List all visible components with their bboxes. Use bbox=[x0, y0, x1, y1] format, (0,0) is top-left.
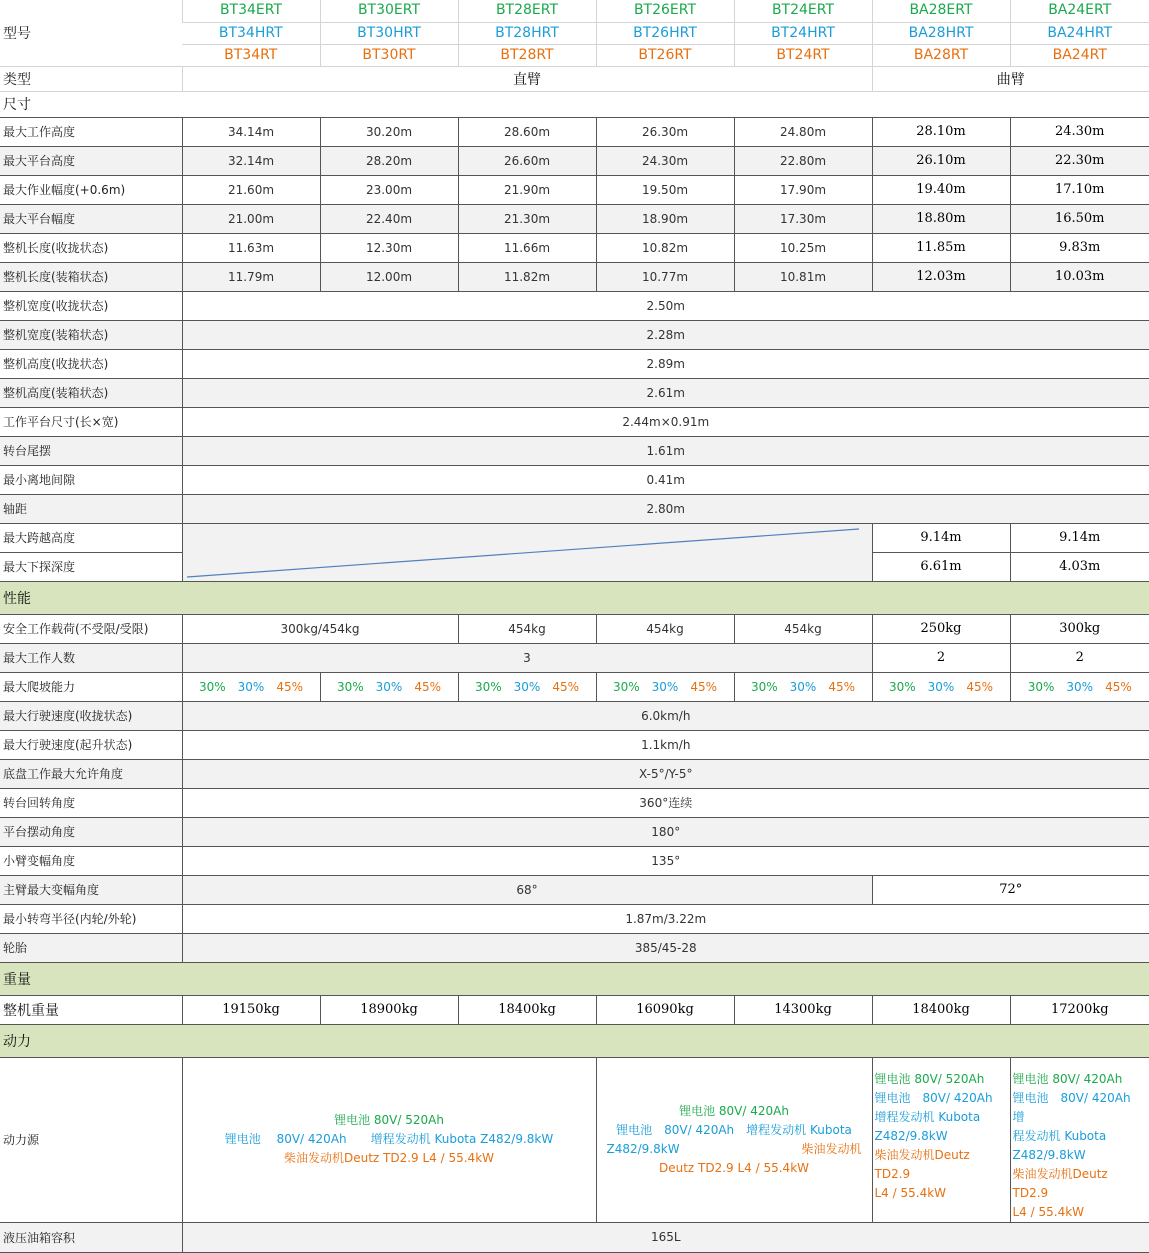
value-cell: 28.10m bbox=[872, 117, 1010, 146]
value-cell: 10.82m bbox=[596, 233, 734, 262]
performance-row bbox=[0, 817, 1149, 846]
model-rt: BT26RT bbox=[596, 44, 734, 66]
power-group-cell bbox=[872, 1057, 1010, 1222]
grade-value: 45% bbox=[552, 679, 579, 694]
row-label: 整机重量 bbox=[0, 995, 182, 1024]
value-cell: 9.14m bbox=[872, 523, 1010, 552]
value-cell: 32.14m bbox=[182, 146, 320, 175]
power-line: Z482/9.8kW bbox=[1012, 1147, 1086, 1162]
power-line: L4 / 55.4kW bbox=[874, 1185, 947, 1200]
load-row bbox=[0, 614, 1149, 643]
value-cell: 10.77m bbox=[596, 262, 734, 291]
hydraulic-row bbox=[0, 1222, 1149, 1252]
row-label: 主臂最大变幅角度 bbox=[0, 875, 182, 904]
value-cell: 68° bbox=[182, 875, 872, 904]
grade-value: 30% bbox=[336, 679, 364, 694]
power-line: Z482/9.8kW bbox=[874, 1128, 948, 1143]
value-cell: 14300kg bbox=[734, 995, 872, 1024]
power-group-cell bbox=[1010, 1057, 1149, 1222]
value-cell: 26.30m bbox=[596, 117, 734, 146]
power-text: 柴油发动机 bbox=[801, 1141, 862, 1156]
dimension-row bbox=[0, 204, 1149, 233]
model-ert: BT26ERT bbox=[596, 0, 734, 22]
value-cell: 11.79m bbox=[182, 262, 320, 291]
power-line: Deutz TD2.9 L4 / 55.4kW bbox=[658, 1160, 810, 1175]
model-hrt: BA28HRT bbox=[872, 22, 1010, 44]
model-hrt: BA24HRT bbox=[1010, 22, 1149, 44]
type-articulated: 曲臂 bbox=[872, 66, 1149, 91]
value-cell: 10.81m bbox=[734, 262, 872, 291]
model-rt: BT30RT bbox=[320, 44, 458, 66]
value-cell: 28.20m bbox=[320, 146, 458, 175]
model-rt: BT24RT bbox=[734, 44, 872, 66]
value-cell: 21.90m bbox=[458, 175, 596, 204]
row-label: 整机长度(装箱状态) bbox=[0, 262, 182, 291]
value-cell: 2 bbox=[872, 643, 1010, 672]
value-cell: 2.89m bbox=[182, 349, 1149, 378]
value-cell: 19150kg bbox=[182, 995, 320, 1024]
row-label: 小臂变幅角度 bbox=[0, 846, 182, 875]
tire-row bbox=[0, 933, 1149, 962]
value-cell: 18400kg bbox=[872, 995, 1010, 1024]
span-height-row bbox=[0, 523, 1149, 552]
model-row-ert bbox=[0, 0, 1149, 22]
common-dimension-row bbox=[0, 494, 1149, 523]
value-cell: 34.14m bbox=[182, 117, 320, 146]
value-cell: 19.40m bbox=[872, 175, 1010, 204]
row-label: 整机宽度(装箱状态) bbox=[0, 320, 182, 349]
value-cell: 17.30m bbox=[734, 204, 872, 233]
gradeability-row bbox=[0, 672, 1149, 701]
power-group-cell bbox=[182, 1057, 596, 1222]
row-label: 最大下探深度 bbox=[0, 552, 182, 581]
row-label: 轮胎 bbox=[0, 933, 182, 962]
weight-row bbox=[0, 995, 1149, 1024]
value-cell: 165L bbox=[182, 1222, 1149, 1252]
value-cell: 2.80m bbox=[182, 494, 1149, 523]
power-line: 锂电池 80V/ 520Ah bbox=[334, 1113, 444, 1127]
value-cell: 26.60m bbox=[458, 146, 596, 175]
value-cell: 21.30m bbox=[458, 204, 596, 233]
value-cell: 1.61m bbox=[182, 436, 1149, 465]
value-cell: 6.0km/h bbox=[182, 701, 1149, 730]
value-cell: 11.63m bbox=[182, 233, 320, 262]
power-line: 锂电池 80V/ 420Ah 增 bbox=[1012, 1090, 1143, 1124]
model-hrt: BT34HRT bbox=[182, 22, 320, 44]
performance-row bbox=[0, 846, 1149, 875]
grade-cell bbox=[734, 672, 872, 701]
row-label: 底盘工作最大允许角度 bbox=[0, 759, 182, 788]
value-cell: 2.50m bbox=[182, 291, 1149, 320]
value-cell: 23.00m bbox=[320, 175, 458, 204]
dimension-row bbox=[0, 146, 1149, 175]
power-line: 程发动机 Kubota bbox=[1012, 1128, 1107, 1143]
row-label: 液压油箱容积 bbox=[0, 1222, 182, 1252]
power-line: 锂电池 80V/ 420Ah bbox=[679, 1103, 789, 1118]
grade-value: 30% bbox=[888, 679, 916, 694]
grade-value: 30% bbox=[750, 679, 778, 694]
value-cell: 360°连续 bbox=[182, 788, 1149, 817]
value-cell: 180° bbox=[182, 817, 1149, 846]
grade-cell bbox=[596, 672, 734, 701]
not-applicable-cell bbox=[182, 523, 872, 581]
model-label: 型号 bbox=[0, 0, 182, 66]
row-label: 动力源 bbox=[0, 1057, 182, 1222]
value-cell: 22.30m bbox=[1010, 146, 1149, 175]
model-hrt: BT30HRT bbox=[320, 22, 458, 44]
power-line: 柴油发动机Deutz TD2.9 L4 / 55.4kW bbox=[283, 1151, 495, 1165]
grade-cell bbox=[458, 672, 596, 701]
value-cell: 12.00m bbox=[320, 262, 458, 291]
model-rt: BT28RT bbox=[458, 44, 596, 66]
value-cell: 30.20m bbox=[320, 117, 458, 146]
row-label: 工作平台尺寸(长×宽) bbox=[0, 407, 182, 436]
type-row bbox=[0, 66, 1149, 91]
value-cell: 26.10m bbox=[872, 146, 1010, 175]
value-cell: 17200kg bbox=[1010, 995, 1149, 1024]
performance-row bbox=[0, 759, 1149, 788]
persons-row bbox=[0, 643, 1149, 672]
grade-value: 30% bbox=[789, 679, 817, 694]
grade-cell bbox=[320, 672, 458, 701]
row-label: 最大工作高度 bbox=[0, 117, 182, 146]
dimension-row bbox=[0, 233, 1149, 262]
model-hrt: BT26HRT bbox=[596, 22, 734, 44]
value-cell: 10.03m bbox=[1010, 262, 1149, 291]
power-line: 锂电池 80V/ 420Ah 增程发动机 Kubota Z482/9.8kW bbox=[224, 1132, 554, 1146]
turn-radius-row bbox=[0, 904, 1149, 933]
grade-value: 45% bbox=[690, 679, 717, 694]
value-cell: 9.83m bbox=[1010, 233, 1149, 262]
power-line bbox=[607, 1140, 862, 1159]
power-line: L4 / 55.4kW bbox=[1012, 1204, 1085, 1219]
model-ert: BT28ERT bbox=[458, 0, 596, 22]
section-title: 尺寸 bbox=[0, 91, 1149, 117]
section-performance bbox=[0, 581, 1149, 614]
row-label: 最大爬坡能力 bbox=[0, 672, 182, 701]
grade-value: 45% bbox=[1105, 679, 1132, 694]
model-ert: BA24ERT bbox=[1010, 0, 1149, 22]
row-label: 安全工作载荷(不受限/受限) bbox=[0, 614, 182, 643]
model-hrt: BT28HRT bbox=[458, 22, 596, 44]
grade-cell bbox=[1010, 672, 1149, 701]
value-cell: 1.1km/h bbox=[182, 730, 1149, 759]
performance-row bbox=[0, 788, 1149, 817]
model-hrt: BT24HRT bbox=[734, 22, 872, 44]
power-line: 柴油发动机Deutz TD2.9 bbox=[1012, 1166, 1108, 1200]
power-line: 锂电池 80V/ 420Ah bbox=[874, 1090, 993, 1105]
grade-value: 30% bbox=[375, 679, 403, 694]
value-cell: 250kg bbox=[872, 614, 1010, 643]
value-cell: 11.82m bbox=[458, 262, 596, 291]
model-rt: BA28RT bbox=[872, 44, 1010, 66]
section-dimensions bbox=[0, 91, 1149, 117]
power-line: 锂电池 80V/ 520Ah bbox=[874, 1071, 985, 1086]
grade-value: 30% bbox=[1027, 679, 1055, 694]
value-cell: 4.03m bbox=[1010, 552, 1149, 581]
model-ert: BT30ERT bbox=[320, 0, 458, 22]
grade-value: 30% bbox=[198, 679, 226, 694]
row-label: 转台回转角度 bbox=[0, 788, 182, 817]
grade-cell bbox=[182, 672, 320, 701]
row-label: 整机长度(收拢状态) bbox=[0, 233, 182, 262]
dimension-row bbox=[0, 117, 1149, 146]
power-line: 锂电池 80V/ 420Ah bbox=[1012, 1071, 1123, 1086]
value-cell: 2.28m bbox=[182, 320, 1149, 349]
grade-value: 45% bbox=[276, 679, 303, 694]
common-dimension-row bbox=[0, 407, 1149, 436]
value-cell: X-5°/Y-5° bbox=[182, 759, 1149, 788]
row-label: 最小离地间隙 bbox=[0, 465, 182, 494]
value-cell: 454kg bbox=[458, 614, 596, 643]
value-cell: 135° bbox=[182, 846, 1149, 875]
grade-value: 30% bbox=[612, 679, 640, 694]
value-cell: 300kg bbox=[1010, 614, 1149, 643]
model-ert: BT34ERT bbox=[182, 0, 320, 22]
grade-value: 30% bbox=[513, 679, 541, 694]
value-cell: 2.44m×0.91m bbox=[182, 407, 1149, 436]
value-cell: 10.25m bbox=[734, 233, 872, 262]
common-dimension-row bbox=[0, 436, 1149, 465]
value-cell: 2 bbox=[1010, 643, 1149, 672]
dimension-row bbox=[0, 175, 1149, 204]
row-label: 整机宽度(收拢状态) bbox=[0, 291, 182, 320]
common-dimension-row bbox=[0, 320, 1149, 349]
value-cell: 454kg bbox=[734, 614, 872, 643]
value-cell: 12.30m bbox=[320, 233, 458, 262]
section-weight bbox=[0, 962, 1149, 995]
grade-value: 45% bbox=[414, 679, 441, 694]
row-label: 最大行驶速度(收拢状态) bbox=[0, 701, 182, 730]
value-cell: 2.61m bbox=[182, 378, 1149, 407]
section-title: 性能 bbox=[0, 581, 1149, 614]
boom-angle-row bbox=[0, 875, 1149, 904]
value-cell: 21.00m bbox=[182, 204, 320, 233]
row-label: 最大工作人数 bbox=[0, 643, 182, 672]
value-cell: 19.50m bbox=[596, 175, 734, 204]
value-cell: 12.03m bbox=[872, 262, 1010, 291]
common-dimension-row bbox=[0, 465, 1149, 494]
value-cell: 18.80m bbox=[872, 204, 1010, 233]
type-label: 类型 bbox=[0, 66, 182, 91]
model-rt: BT34RT bbox=[182, 44, 320, 66]
dimension-row bbox=[0, 262, 1149, 291]
grade-value: 30% bbox=[651, 679, 679, 694]
section-title: 重量 bbox=[0, 962, 1149, 995]
performance-row bbox=[0, 730, 1149, 759]
value-cell: 385/45-28 bbox=[182, 933, 1149, 962]
common-dimension-row bbox=[0, 349, 1149, 378]
value-cell: 24.30m bbox=[1010, 117, 1149, 146]
value-cell: 16.50m bbox=[1010, 204, 1149, 233]
value-cell: 22.40m bbox=[320, 204, 458, 233]
value-cell: 9.14m bbox=[1010, 523, 1149, 552]
grade-value: 30% bbox=[927, 679, 955, 694]
value-cell: 18400kg bbox=[458, 995, 596, 1024]
row-label: 整机高度(装箱状态) bbox=[0, 378, 182, 407]
grade-cell bbox=[872, 672, 1010, 701]
row-label: 最大平台幅度 bbox=[0, 204, 182, 233]
row-label: 整机高度(收拢状态) bbox=[0, 349, 182, 378]
power-source-row bbox=[0, 1057, 1149, 1222]
value-cell: 72° bbox=[872, 875, 1149, 904]
value-cell: 24.80m bbox=[734, 117, 872, 146]
type-straight: 直臂 bbox=[182, 66, 872, 91]
power-line: 柴油发动机Deutz TD2.9 bbox=[874, 1147, 970, 1181]
grade-value: 30% bbox=[474, 679, 502, 694]
value-cell: 1.87m/3.22m bbox=[182, 904, 1149, 933]
common-dimension-row bbox=[0, 291, 1149, 320]
value-cell: 454kg bbox=[596, 614, 734, 643]
diagonal-line bbox=[183, 524, 873, 581]
model-ert: BT24ERT bbox=[734, 0, 872, 22]
value-cell: 22.80m bbox=[734, 146, 872, 175]
power-text: Z482/9.8kW bbox=[606, 1141, 680, 1156]
value-cell: 11.85m bbox=[872, 233, 1010, 262]
value-cell: 11.66m bbox=[458, 233, 596, 262]
value-cell: 6.61m bbox=[872, 552, 1010, 581]
grade-value: 30% bbox=[1066, 679, 1094, 694]
value-cell: 28.60m bbox=[458, 117, 596, 146]
row-label: 最大行驶速度(起升状态) bbox=[0, 730, 182, 759]
value-cell: 18.90m bbox=[596, 204, 734, 233]
performance-row bbox=[0, 701, 1149, 730]
value-cell: 300kg/454kg bbox=[182, 614, 458, 643]
value-cell: 17.10m bbox=[1010, 175, 1149, 204]
row-label: 轴距 bbox=[0, 494, 182, 523]
model-rt: BA24RT bbox=[1010, 44, 1149, 66]
value-cell: 0.41m bbox=[182, 465, 1149, 494]
row-label: 最大作业幅度(+0.6m) bbox=[0, 175, 182, 204]
power-group-cell bbox=[596, 1057, 872, 1222]
grade-value: 45% bbox=[828, 679, 855, 694]
grade-value: 30% bbox=[237, 679, 265, 694]
row-label: 转台尾摆 bbox=[0, 436, 182, 465]
row-label: 最小转弯半径(内轮/外轮) bbox=[0, 904, 182, 933]
value-cell: 24.30m bbox=[596, 146, 734, 175]
value-cell: 3 bbox=[182, 643, 872, 672]
value-cell: 18900kg bbox=[320, 995, 458, 1024]
power-line: 锂电池 80V/ 420Ah 增程发动机 Kubota bbox=[616, 1122, 852, 1137]
value-cell: 16090kg bbox=[596, 995, 734, 1024]
common-dimension-row bbox=[0, 378, 1149, 407]
model-ert: BA28ERT bbox=[872, 0, 1010, 22]
power-line: 增程发动机 Kubota bbox=[874, 1109, 981, 1124]
value-cell: 21.60m bbox=[182, 175, 320, 204]
row-label: 最大平台高度 bbox=[0, 146, 182, 175]
row-label: 平台摆动角度 bbox=[0, 817, 182, 846]
section-power bbox=[0, 1024, 1149, 1057]
grade-value: 45% bbox=[966, 679, 993, 694]
row-label: 最大跨越高度 bbox=[0, 523, 182, 552]
value-cell: 17.90m bbox=[734, 175, 872, 204]
section-title: 动力 bbox=[0, 1024, 1149, 1057]
